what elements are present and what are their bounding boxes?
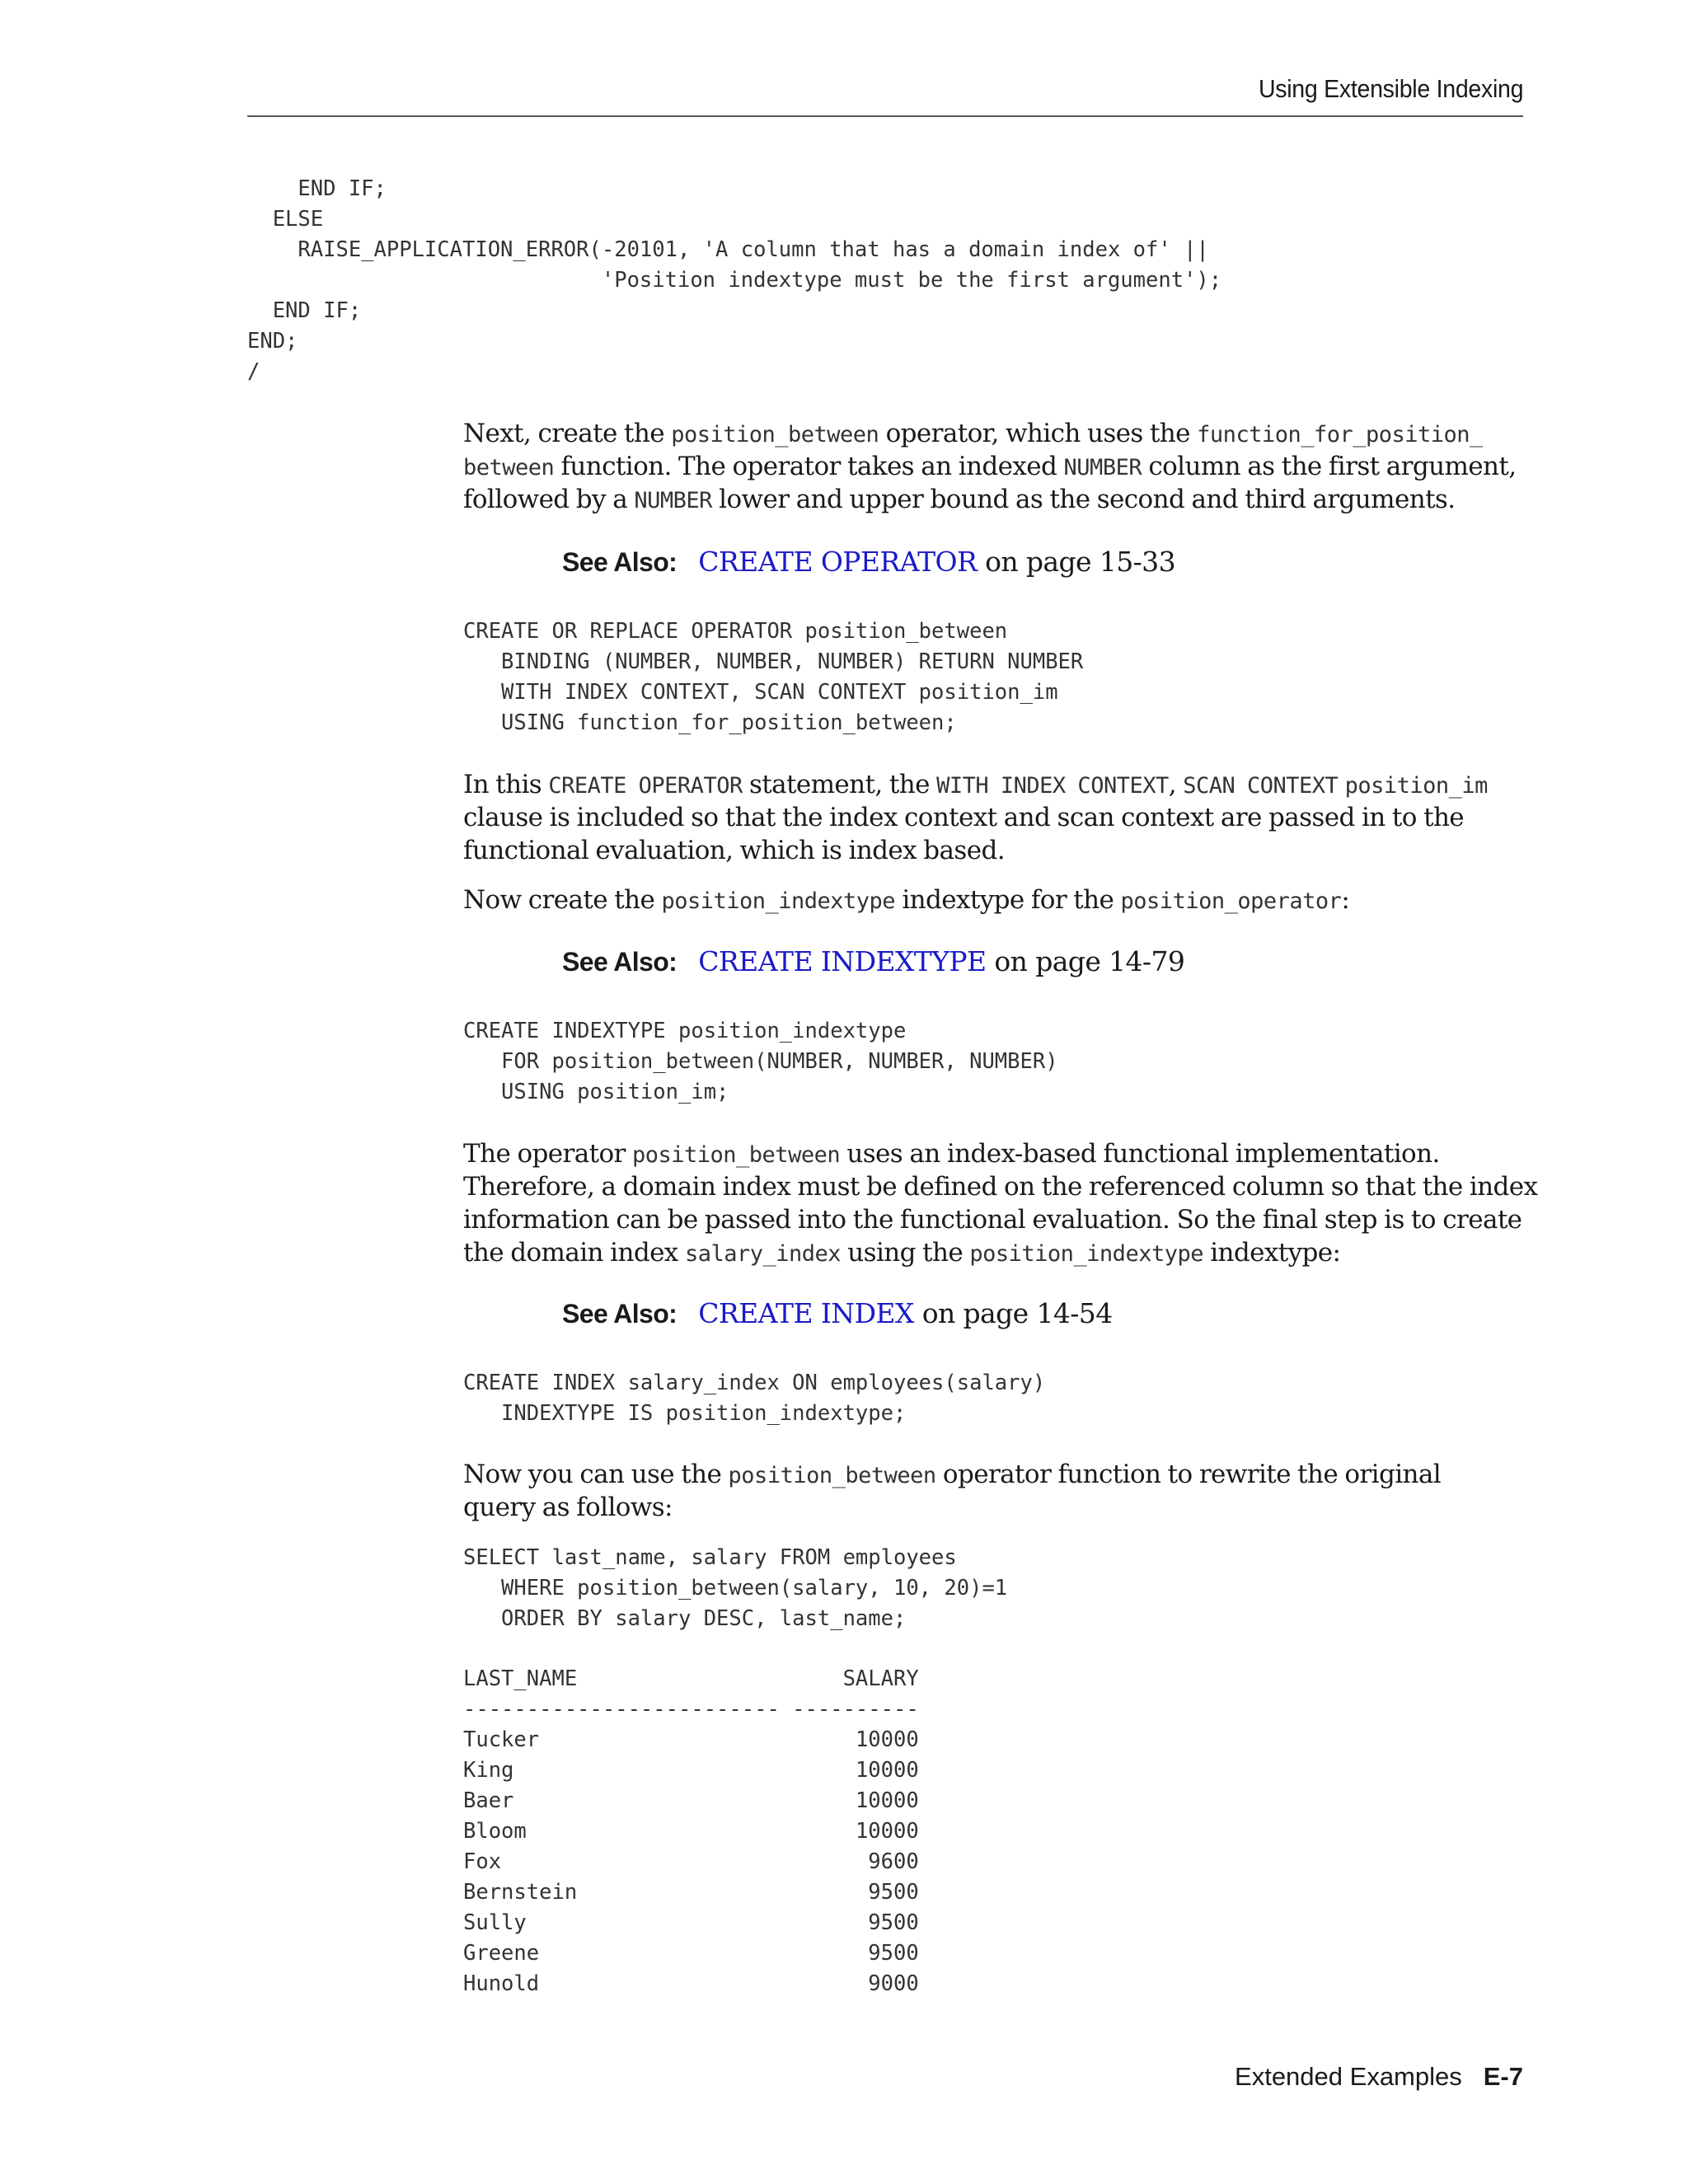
- last-name-cell: Bernstein: [463, 1880, 578, 1905]
- result-table-divider: ------------------------- ----------: [463, 1697, 919, 1722]
- cell-gap: [513, 1788, 856, 1813]
- text-line: [463, 483, 1535, 516]
- page-footer: [1235, 2062, 1523, 2092]
- code-block-trigger-end: [247, 174, 1221, 387]
- text-line: [463, 1203, 1535, 1236]
- table-row: [463, 1938, 919, 1969]
- inline-code: WITH INDEX CONTEXT: [936, 773, 1169, 799]
- text-segment: Now create the: [463, 885, 662, 915]
- code-line: USING function_for_position_between;: [463, 710, 957, 735]
- text-line: [463, 883, 1535, 916]
- code-block-create-indextype: [463, 1016, 1058, 1108]
- see-also-create-index: [562, 1297, 1113, 1330]
- last-name-cell: King: [463, 1758, 514, 1783]
- text-segment: clause is included so that the index context and scan context are passed in to the: [463, 803, 1465, 832]
- last-name-cell: Fox: [463, 1849, 502, 1874]
- cell-gap: [539, 1941, 868, 1966]
- last-name-cell: Sully: [463, 1910, 527, 1935]
- last-name-cell: Greene: [463, 1941, 540, 1966]
- code-block-create-index: [463, 1368, 1045, 1429]
- text-line: [463, 768, 1535, 801]
- code-line: USING position_im;: [463, 1080, 729, 1104]
- inline-code: position_between: [632, 1142, 841, 1168]
- inline-code: position_between: [728, 1463, 936, 1488]
- text-line: [463, 1137, 1535, 1170]
- salary-cell: 9500: [868, 1880, 919, 1905]
- see-also-page-ref: on page 14-54: [913, 1297, 1113, 1329]
- see-also-page-ref: on page 15-33: [977, 546, 1175, 578]
- text-line: [463, 801, 1535, 834]
- text-segment: Now you can use the: [463, 1460, 729, 1489]
- salary-cell: 10000: [855, 1727, 919, 1752]
- code-line: END;: [247, 329, 298, 354]
- cell-gap: [527, 1910, 869, 1935]
- inline-code: NUMBER: [1063, 455, 1142, 480]
- text-segment: ,: [1168, 770, 1184, 799]
- inline-code: between: [463, 455, 555, 480]
- salary-cell: 10000: [855, 1788, 919, 1813]
- text-line: [463, 1491, 1535, 1524]
- salary-cell: 9000: [868, 1971, 919, 1996]
- paragraph-rewrite-query-intro: [463, 1458, 1535, 1524]
- code-line: WHERE position_between(salary, 10, 20)=1: [463, 1576, 1008, 1601]
- text-segment: operator function to rewrite the original: [935, 1460, 1442, 1489]
- last-name-cell: Tucker: [463, 1727, 540, 1752]
- text-line: [463, 834, 1535, 867]
- inline-code: function_for_position_: [1197, 422, 1483, 448]
- text-segment: Next, create the: [463, 419, 672, 448]
- running-header-title: Using Extensible Indexing: [1258, 74, 1523, 103]
- last-name-cell: Hunold: [463, 1971, 540, 1996]
- code-line: /: [247, 359, 260, 384]
- code-line: BINDING (NUMBER, NUMBER, NUMBER) RETURN NUMBER: [463, 649, 1084, 674]
- cell-gap: [539, 1727, 856, 1752]
- see-also-label: See Also:: [562, 1299, 678, 1329]
- cell-gap: [539, 1971, 868, 1996]
- table-row: [463, 1969, 919, 1999]
- last-name-cell: Baer: [463, 1788, 514, 1813]
- table-row: [463, 1908, 919, 1938]
- text-line: [463, 1458, 1535, 1491]
- text-segment: In this: [463, 770, 549, 799]
- see-also-create-operator: [562, 546, 1175, 579]
- cell-gap: [577, 1880, 868, 1905]
- text-segment: indextype:: [1203, 1238, 1341, 1268]
- paragraph-domain-index-explanation: [463, 1137, 1538, 1269]
- table-row: [463, 1755, 919, 1786]
- salary-cell: 9500: [868, 1910, 919, 1935]
- salary-cell: 10000: [855, 1819, 919, 1844]
- table-row: [463, 1786, 919, 1816]
- text-segment: using the: [841, 1238, 970, 1268]
- code-line: CREATE INDEXTYPE position_indextype: [463, 1019, 907, 1043]
- code-line: END IF;: [247, 298, 362, 323]
- code-block-create-operator: [463, 616, 1083, 738]
- inline-code: position_operator: [1120, 888, 1342, 914]
- inline-code: NUMBER: [634, 488, 712, 513]
- text-line: [463, 417, 1535, 450]
- cell-gap: [527, 1819, 856, 1844]
- text-segment: functional evaluation, which is index based.: [463, 836, 1005, 865]
- paragraph-create-operator-intro: [463, 417, 1535, 516]
- salary-cell: 9500: [868, 1941, 919, 1966]
- text-segment: lower and upper bound as the second and third arguments.: [711, 485, 1456, 514]
- salary-cell: 9600: [868, 1849, 919, 1874]
- inline-code: salary_index: [684, 1241, 842, 1267]
- text-segment: followed by a: [463, 485, 635, 514]
- code-line: SELECT last_name, salary FROM employees: [463, 1545, 957, 1570]
- text-segment: information can be passed into the functional evaluation. So the final step is to create: [463, 1205, 1522, 1235]
- see-also-create-indextype: [562, 945, 1184, 978]
- text-segment: :: [1341, 885, 1350, 915]
- create-indextype-link[interactable]: CREATE INDEXTYPE: [698, 945, 987, 977]
- table-row: [463, 1816, 919, 1847]
- code-line: 'Position indextype must be the first argument');: [247, 268, 1222, 293]
- text-segment: operator, which uses the: [879, 419, 1198, 448]
- cell-gap: [513, 1758, 856, 1783]
- text-segment: indextype for the: [895, 885, 1121, 915]
- text-segment: The operator: [463, 1139, 632, 1169]
- query-result-table: [463, 1664, 919, 1999]
- header-rule: [247, 115, 1523, 117]
- create-index-link[interactable]: CREATE INDEX: [698, 1297, 914, 1329]
- code-line: ELSE: [247, 207, 324, 232]
- paragraph-create-indextype-intro: [463, 883, 1535, 916]
- inline-code: position_indextype: [969, 1241, 1203, 1267]
- footer-page-number: E-7: [1483, 2062, 1523, 2091]
- table-row: [463, 1725, 919, 1755]
- see-also-label: See Also:: [562, 947, 678, 977]
- text-segment: Therefore, a domain index must be defined on the referenced column so that the index: [463, 1172, 1538, 1202]
- footer-section-title: Extended Examples: [1235, 2062, 1462, 2091]
- text-line: [463, 1236, 1535, 1269]
- code-line: INDEXTYPE IS position_indextype;: [463, 1401, 907, 1426]
- create-operator-link[interactable]: CREATE OPERATOR: [698, 546, 978, 578]
- result-table-header: LAST_NAME SALARY: [463, 1666, 919, 1691]
- code-line: WITH INDEX CONTEXT, SCAN CONTEXT position_im: [463, 680, 1058, 705]
- text-segment: column as the first argument,: [1142, 452, 1517, 481]
- code-line: CREATE OR REPLACE OPERATOR position_between: [463, 619, 1008, 644]
- text-segment: the domain index: [463, 1238, 685, 1268]
- cell-gap: [501, 1849, 868, 1874]
- code-line: ORDER BY salary DESC, last_name;: [463, 1606, 907, 1631]
- last-name-cell: Bloom: [463, 1819, 527, 1844]
- text-segment: statement, the: [742, 770, 937, 799]
- text-line: [463, 450, 1535, 483]
- text-segment: query as follows:: [463, 1493, 673, 1522]
- code-line: END IF;: [247, 176, 387, 201]
- code-line: RAISE_APPLICATION_ERROR(-20101, 'A column that has a domain index of' ||: [247, 237, 1209, 262]
- see-also-page-ref: on page 14-79: [986, 945, 1185, 977]
- text-segment: [1338, 770, 1344, 799]
- paragraph-create-operator-explanation: [463, 768, 1535, 867]
- text-line: [463, 1170, 1538, 1203]
- inline-code: position_between: [671, 422, 879, 448]
- salary-cell: 10000: [855, 1758, 919, 1783]
- inline-code: position_im: [1344, 773, 1488, 799]
- inline-code: CREATE OPERATOR: [548, 773, 743, 799]
- table-row: [463, 1877, 919, 1908]
- inline-code: SCAN CONTEXT: [1183, 773, 1339, 799]
- code-line: CREATE INDEX salary_index ON employees(salary): [463, 1371, 1046, 1395]
- code-block-select-query: [463, 1543, 1007, 1634]
- text-segment: uses an index-based functional implementation.: [840, 1139, 1440, 1169]
- inline-code: position_indextype: [661, 888, 896, 914]
- table-row: [463, 1847, 919, 1877]
- text-segment: function. The operator takes an indexed: [554, 452, 1064, 481]
- code-line: FOR position_between(NUMBER, NUMBER, NUMBER): [463, 1049, 1058, 1074]
- see-also-label: See Also:: [562, 547, 678, 577]
